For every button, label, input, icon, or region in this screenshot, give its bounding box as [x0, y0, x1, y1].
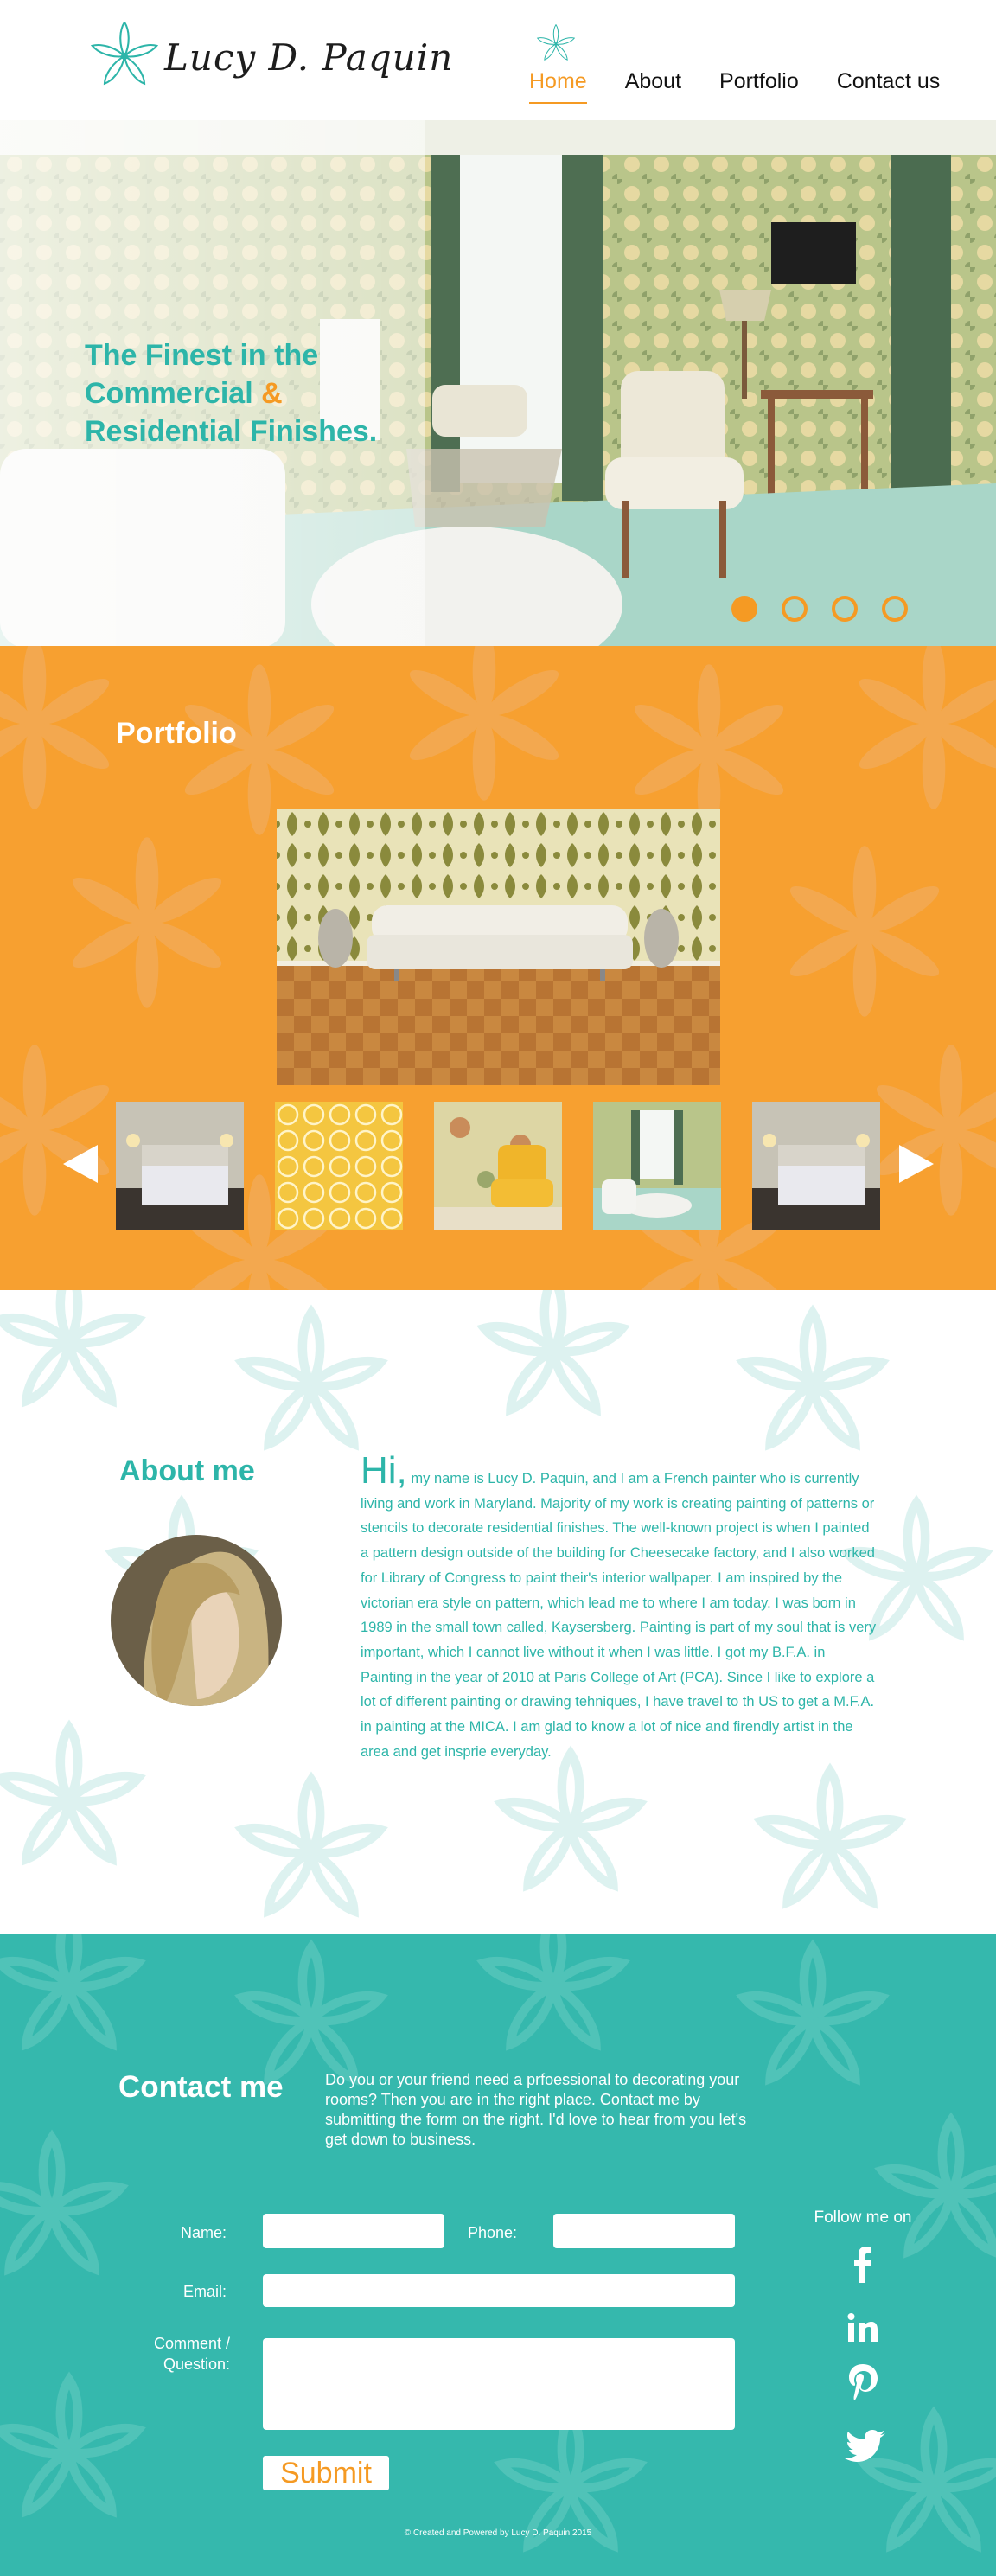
hero-line-1: The Finest in the — [85, 339, 319, 372]
slider-dot-1[interactable] — [731, 596, 757, 622]
portfolio-main-image[interactable] — [277, 809, 720, 1085]
carousel-next-arrow-icon[interactable] — [899, 1145, 934, 1183]
email-input[interactable] — [263, 2274, 735, 2307]
facebook-icon[interactable] — [828, 2241, 897, 2285]
portfolio-thumbnails — [116, 1102, 880, 1230]
linkedin-icon[interactable] — [828, 2311, 897, 2345]
portfolio-section — [0, 646, 996, 1290]
carousel-prev-arrow-icon[interactable] — [63, 1145, 98, 1183]
site-logo[interactable]: Lucy D. Paquin — [164, 36, 454, 79]
slider-dots — [731, 596, 932, 622]
about-section — [0, 1290, 996, 1934]
nav-portfolio[interactable]: Portfolio — [719, 69, 799, 93]
copyright: © Created and Powered by Lucy D. Paquin 2015 — [404, 2528, 592, 2538]
contact-intro: Do you or your friend need a prfoessional to decorating your rooms? Then you are in the right place. Contact me by submitting the form on the right. I'd love to hear from you let's get down to business. — [325, 2071, 747, 2148]
pinterest-icon[interactable] — [828, 2361, 897, 2402]
phone-label: Phone: — [467, 2224, 517, 2241]
about-bio — [361, 1449, 879, 1764]
slider-dot-4[interactable] — [882, 596, 908, 622]
slider-dot-2[interactable] — [782, 596, 808, 622]
thumb-bedroom-1[interactable] — [116, 1102, 244, 1230]
name-label: Name: — [180, 2224, 227, 2241]
thumb-lattice-pattern[interactable] — [275, 1102, 403, 1230]
contact-section — [0, 1934, 996, 2576]
avatar — [111, 1535, 282, 1706]
follow-label: Follow me on — [814, 2208, 912, 2227]
logo-flower-icon — [85, 22, 164, 91]
nav-about[interactable]: About — [624, 69, 682, 93]
contact-title: Contact me — [118, 2070, 284, 2104]
about-greeting: Hi, — [361, 1449, 407, 1492]
hero-line-3: Residential Finishes. — [85, 415, 378, 448]
comment-textarea[interactable] — [263, 2338, 735, 2430]
comment-label: Comment / Question: — [153, 2335, 230, 2373]
name-input[interactable] — [263, 2214, 444, 2248]
nav-home[interactable]: Home — [529, 69, 587, 104]
thumb-bedroom-2[interactable] — [752, 1102, 880, 1230]
about-title: About me — [119, 1454, 255, 1487]
slider-dot-3[interactable] — [832, 596, 858, 622]
twitter-icon[interactable] — [828, 2425, 897, 2466]
hero-line-2: Commercial & — [85, 377, 283, 410]
main-nav — [529, 69, 978, 104]
submit-button[interactable]: Submit — [263, 2456, 389, 2490]
site-header — [0, 0, 996, 120]
nav-flower-icon — [533, 24, 578, 64]
thumb-living-room[interactable] — [593, 1102, 721, 1230]
phone-input[interactable] — [553, 2214, 735, 2248]
email-label: Email: — [182, 2283, 227, 2300]
about-body: my name is Lucy D. Paquin, and I am a French painter who is currently living and work in Maryland. Majority of my work is creating painting of patterns or stencils to decorate residential finishes. The well-known project is when I painted a pattern design outside of the building for Cheesecake factory, and I also worked for Library of Congress to paint their's interior wallpaper. I am inspired by the victorian era style on pattern, which lead me to where I am today. I was born in 1989 in the small town called, Kaysersberg. Painting is part of my soul that is very important, which I cannot live without it when I was little. I got my B.F.A. in Painting in the year of 2010 at Paris College of Art (PCA). Since I like to explore a lot of different painting or drawing tehniques, I have travel to th US to get a M.F.A. in painting at the MICA. I am glad to know a lot of nice and firendly artist in the area and get insprie everyday. — [361, 1471, 877, 1760]
hero-headline — [85, 336, 377, 451]
portfolio-title: Portfolio — [116, 717, 237, 750]
nav-contact[interactable]: Contact us — [836, 69, 941, 93]
thumb-yellow-armchair[interactable] — [434, 1102, 562, 1230]
hero-banner — [0, 120, 996, 646]
